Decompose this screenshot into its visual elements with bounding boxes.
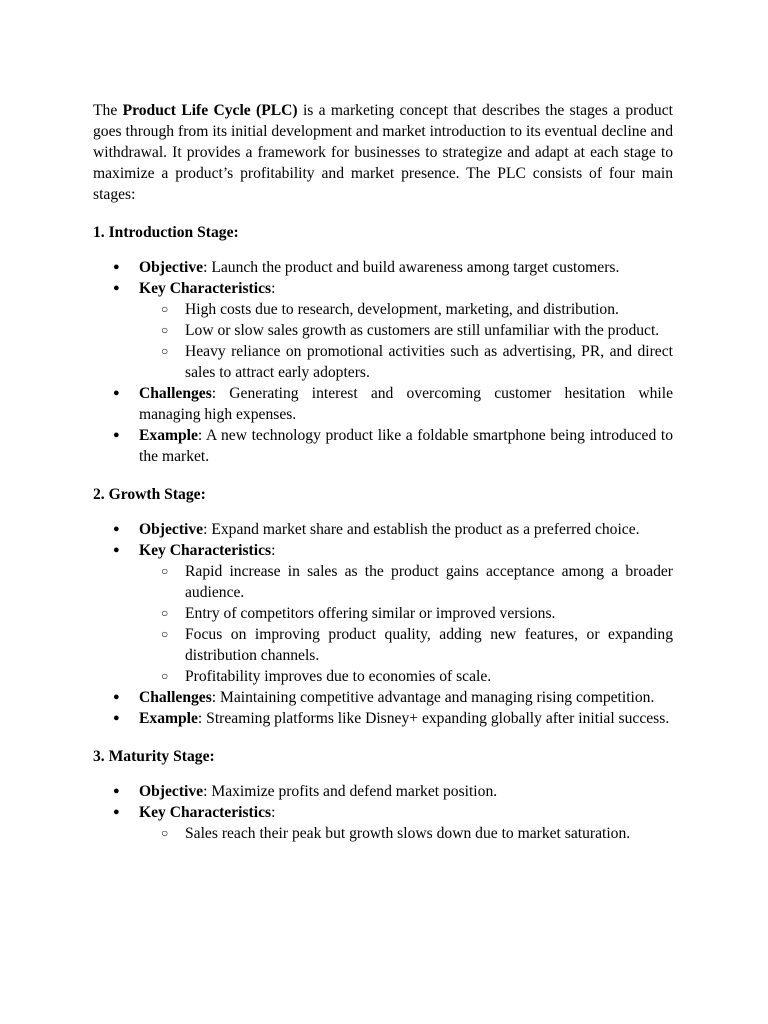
- intro-paragraph: [93, 100, 673, 205]
- item-text: : Maintaining competitive advantage and managing rising competition.: [211, 689, 655, 706]
- sublist-item: ○ High costs due to research, development, marketing, and distribution.: [139, 299, 673, 320]
- item-label: Objective: [139, 783, 204, 800]
- item-text: : Streaming platforms like Disney+ expanding globally after initial success.: [197, 710, 670, 727]
- sublist-item: ○ Profitability improves due to economies of scale.: [139, 666, 673, 687]
- intro-the: The: [93, 102, 123, 119]
- intro-term: Product Life Cycle (PLC): [122, 102, 298, 119]
- item-label: Key Characteristics: [139, 804, 272, 821]
- list-item-objective: [93, 519, 673, 540]
- section-heading-growth: 2. Growth Stage:: [93, 486, 206, 503]
- list-item-key-characteristics: [93, 540, 673, 687]
- characteristics-sublist: [139, 561, 673, 687]
- item-label: Objective: [139, 259, 204, 276]
- section-list-growth: [93, 519, 673, 729]
- item-text: : A new technology product like a foldable smartphone being introduced to the market.: [139, 427, 673, 465]
- item-text: : Launch the product and build awareness among target customers.: [203, 259, 620, 276]
- sublist-item: ○ Entry of competitors offering similar or improved versions.: [139, 603, 673, 624]
- item-colon: :: [271, 804, 276, 821]
- item-label: Key Characteristics: [139, 542, 272, 559]
- section-list-introduction: [93, 257, 673, 467]
- list-item-objective: [93, 781, 673, 802]
- sublist-item: ○ Focus on improving product quality, adding new features, or expanding distribution channels.: [139, 624, 673, 666]
- item-label: Example: [139, 710, 198, 727]
- item-label: Challenges: [139, 689, 212, 706]
- document-page: [93, 100, 673, 844]
- list-item-challenges: [93, 383, 673, 425]
- item-text: : Generating interest and overcoming customer hesitation while managing high expenses.: [139, 385, 673, 423]
- section-heading-maturity: 3. Maturity Stage:: [93, 748, 215, 765]
- characteristics-sublist: [139, 823, 673, 844]
- item-text: : Maximize profits and defend market position.: [203, 783, 498, 800]
- sublist-item: ○ Low or slow sales growth as customers are still unfamiliar with the product.: [139, 320, 673, 341]
- item-label: Objective: [139, 521, 204, 538]
- characteristics-sublist: [139, 299, 673, 383]
- sublist-item: ○ Sales reach their peak but growth slows down due to market saturation.: [139, 823, 673, 844]
- item-text: : Expand market share and establish the product as a preferred choice.: [203, 521, 640, 538]
- list-item-challenges: [93, 687, 673, 708]
- section-list-maturity: [93, 781, 673, 844]
- list-item-key-characteristics: [93, 278, 673, 383]
- item-label: Challenges: [139, 385, 212, 402]
- list-item-key-characteristics: [93, 802, 673, 844]
- item-colon: :: [271, 542, 276, 559]
- sublist-item: ○ Rapid increase in sales as the product gains acceptance among a broader audience.: [139, 561, 673, 603]
- item-label: Key Characteristics: [139, 280, 272, 297]
- section-heading-introduction: 1. Introduction Stage:: [93, 224, 239, 241]
- list-item-example: [93, 425, 673, 467]
- item-label: Example: [139, 427, 198, 444]
- item-colon: :: [271, 280, 276, 297]
- list-item-example: [93, 708, 673, 729]
- intro-text: is a marketing concept that describes the stages a product goes through from its initial development and market introduction to its eventual decline and withdrawal. It provides a framework for businesses to strategize and adapt at each stage to maximize a product’s profitability and market presence. The PLC consists of four main stages:: [93, 102, 673, 203]
- sublist-item: ○ Heavy reliance on promotional activities such as advertising, PR, and direct sales to attract early adopters.: [139, 341, 673, 383]
- list-item-objective: [93, 257, 673, 278]
